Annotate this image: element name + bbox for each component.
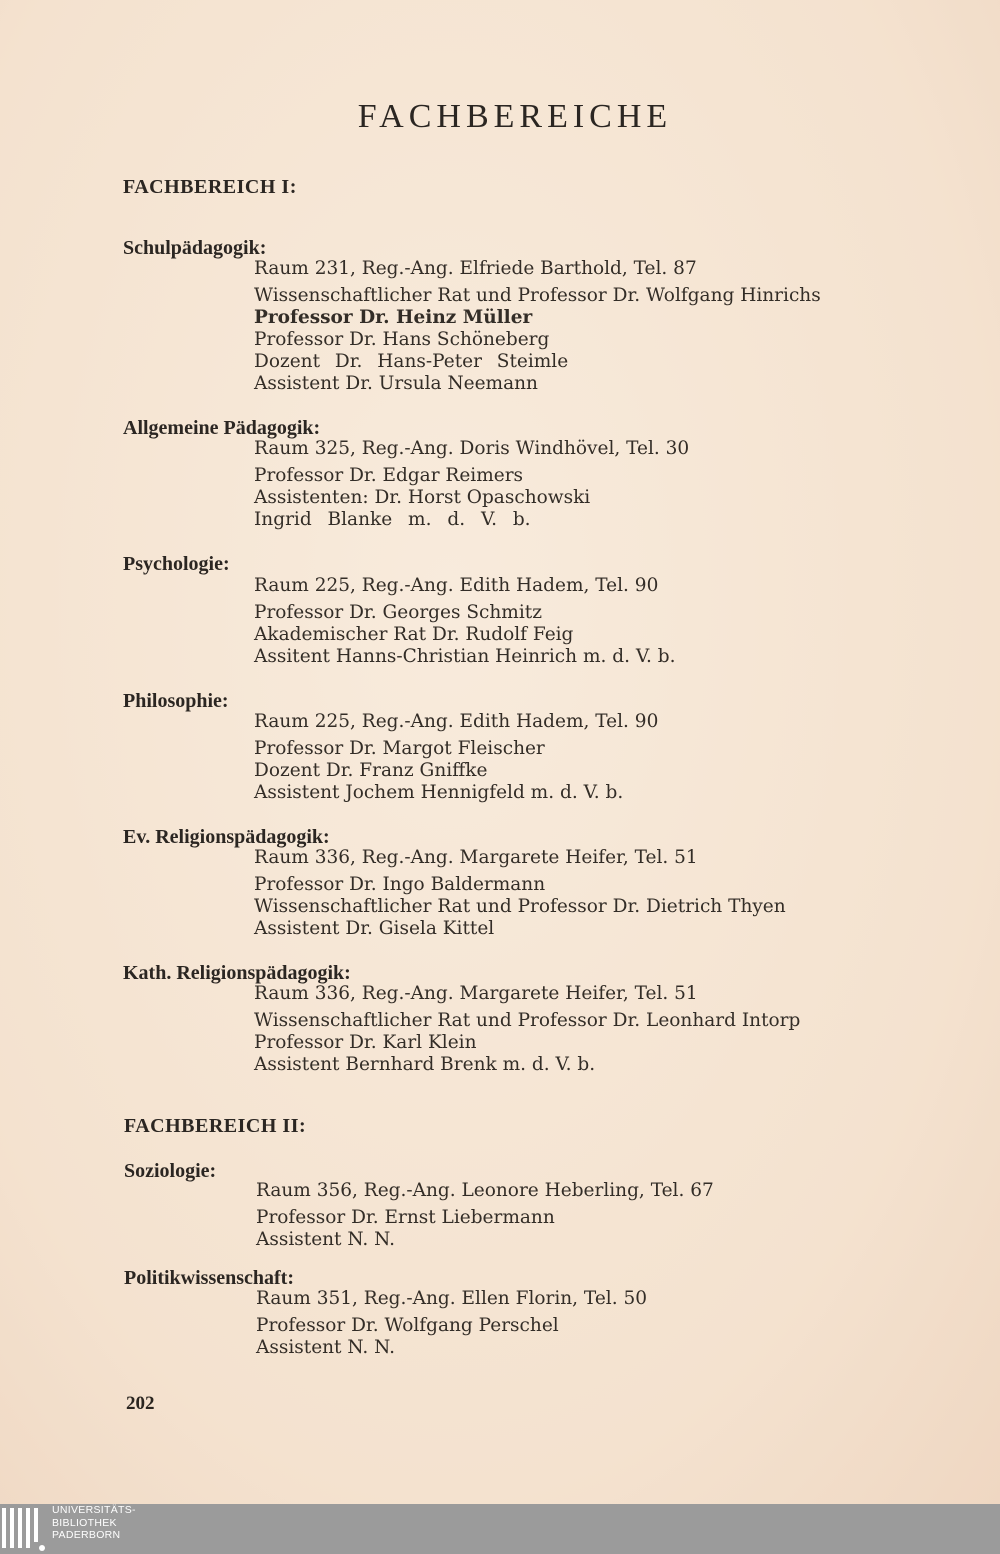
section-line: Ingrid Blanke m. d. V. b. (254, 509, 531, 530)
section-line: Raum 351, Reg.-Ang. Ellen Florin, Tel. 50 (256, 1288, 648, 1309)
section-heading-schulpaedagogik: Schulpädagogik: (123, 237, 267, 259)
section-line: Professor Dr. Ernst Liebermann (256, 1207, 555, 1228)
section-line: Professor Dr. Karl Klein (254, 1032, 477, 1053)
section-heading-politikwissenschaft: Politikwissenschaft: (124, 1267, 294, 1289)
section-line: Wissenschaftlicher Rat und Professor Dr. Leonhard Intorp (254, 1010, 801, 1031)
section-line: Raum 356, Reg.-Ang. Leonore Heberling, Tel. 67 (256, 1180, 714, 1201)
logo-text-line: UNIVERSITÄTS- (52, 1504, 136, 1516)
section-heading-ev-religionspaedagogik: Ev. Religionspädagogik: (123, 826, 330, 848)
section-line: Raum 225, Reg.-Ang. Edith Hadem, Tel. 90 (254, 711, 659, 732)
page-number: 202 (126, 1393, 155, 1414)
library-logo-icon (2, 1508, 46, 1552)
section-line: Assistent N. N. (256, 1229, 396, 1250)
section-line: Assistent Jochem Hennigfeld m. d. V. b. (254, 782, 624, 803)
section-line: Raum 225, Reg.-Ang. Edith Hadem, Tel. 90 (254, 575, 659, 596)
section-line: Raum 231, Reg.-Ang. Elfriede Barthold, Tel. 87 (254, 258, 697, 279)
section-line: Professor Dr. Ingo Baldermann (254, 874, 546, 895)
logo-text-line: BIBLIOTHEK (52, 1516, 117, 1529)
fachbereich-2-heading: FACHBEREICH II: (124, 1115, 307, 1137)
section-line: Wissenschaftlicher Rat und Professor Dr. Dietrich Thyen (254, 896, 786, 917)
section-line: Assistent Bernhard Brenk m. d. V. b. (254, 1054, 596, 1075)
section-heading-psychologie: Psychologie: (123, 553, 230, 575)
page-title: FACHBEREICHE (357, 98, 673, 135)
library-logo-text (52, 1504, 136, 1542)
section-line: Assitent Hanns-Christian Heinrich m. d. V. b. (254, 646, 676, 667)
section-heading-kath-religionspaedagogik: Kath. Religionspädagogik: (123, 962, 351, 984)
section-line: Professor Dr. Heinz Müller (254, 307, 533, 328)
section-heading-philosophie: Philosophie: (123, 690, 229, 712)
section-line: Professor Dr. Georges Schmitz (254, 602, 542, 623)
section-line: Raum 325, Reg.-Ang. Doris Windhövel, Tel. 30 (254, 438, 690, 459)
library-footer-bar (0, 1504, 1000, 1554)
section-line: Professor Dr. Wolfgang Perschel (256, 1315, 559, 1336)
section-heading-soziologie: Soziologie: (124, 1160, 217, 1182)
logo-text-line: PADERBORN (52, 1529, 121, 1541)
fachbereich-1-heading: FACHBEREICH I: (123, 176, 297, 198)
section-line: Assistent N. N. (256, 1337, 396, 1358)
section-line: Assistent Dr. Gisela Kittel (254, 918, 495, 939)
section-line: Wissenschaftlicher Rat und Professor Dr. Wolfgang Hinrichs (254, 285, 821, 306)
section-line: Akademischer Rat Dr. Rudolf Feig (254, 624, 574, 645)
section-heading-allgemeine-paedagogik: Allgemeine Pädagogik: (123, 417, 321, 439)
section-line: Professor Dr. Hans Schöneberg (254, 329, 550, 350)
section-line: Raum 336, Reg.-Ang. Margarete Heifer, Tel. 51 (254, 983, 698, 1004)
section-line: Assistent Dr. Ursula Neemann (254, 373, 538, 394)
section-line: Dozent Dr. Franz Gniffke (254, 760, 488, 781)
section-line: Assistenten: Dr. Horst Opaschowski (254, 487, 591, 508)
section-line: Raum 336, Reg.-Ang. Margarete Heifer, Tel. 51 (254, 847, 698, 868)
section-line: Professor Dr. Edgar Reimers (254, 465, 524, 486)
section-line: Professor Dr. Margot Fleischer (254, 738, 545, 759)
section-line: Dozent Dr. Hans-Peter Steimle (254, 351, 569, 372)
